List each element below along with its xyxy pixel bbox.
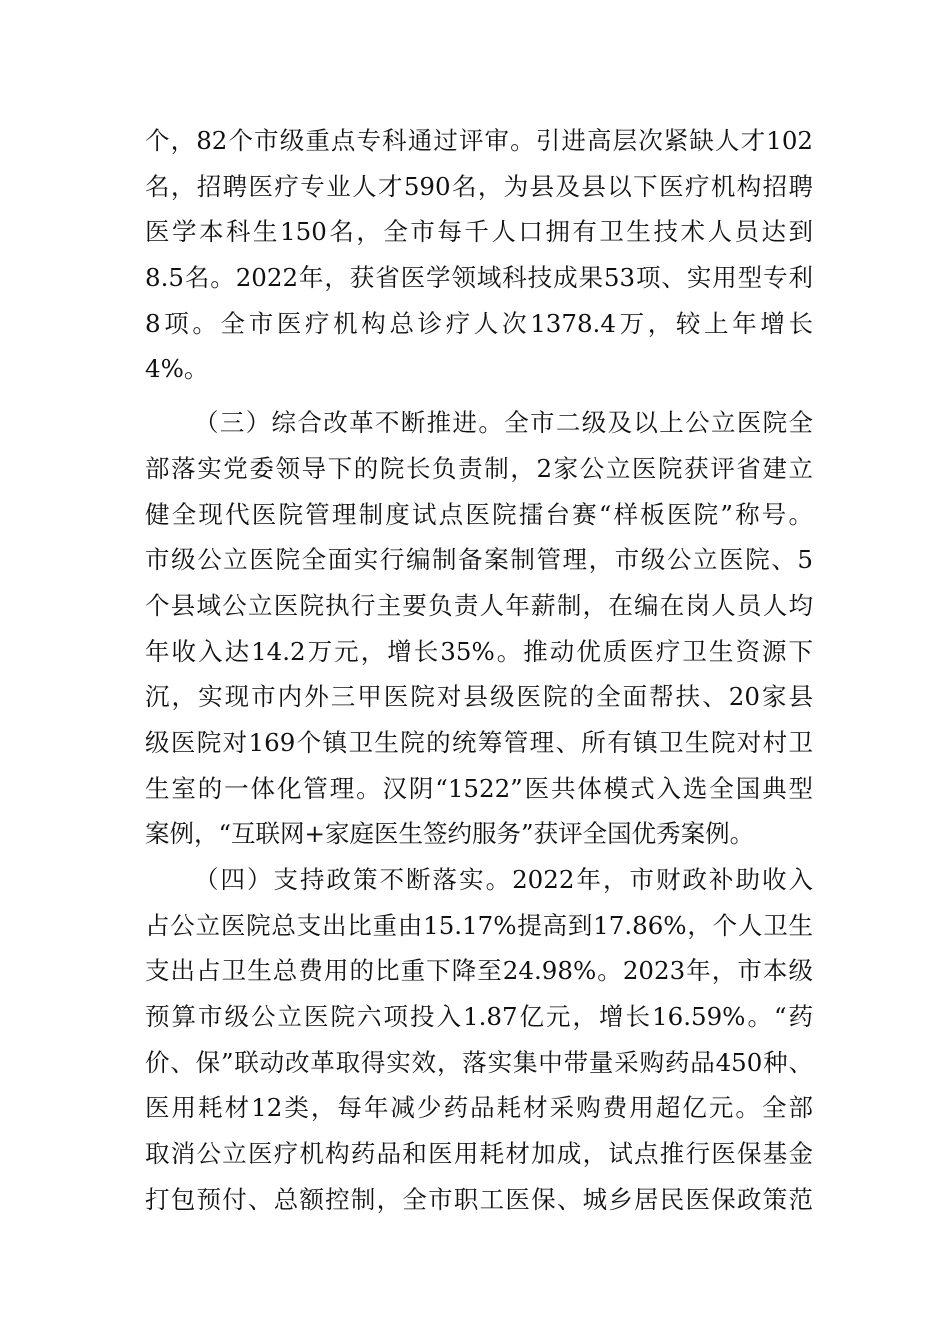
text-line: 沉，实现市内外三甲医院对县级医院的全面帮扶、20家县	[145, 682, 813, 712]
text-line	[145, 400, 813, 446]
text-line: 价、保”联动改革取得实效，落实集中带量采购药品450种、	[145, 1047, 813, 1077]
text-line: 取消公立医疗机构药品和医用耗材加成，试点推行医保基金	[145, 1139, 813, 1169]
section-heading: （四）支持政策不断落实。	[194, 865, 513, 894]
text-run: 2022年，市财政补助收入	[512, 865, 814, 894]
text-line: 市级公立医院全面实行编制备案制管理，市级公立医院、5	[145, 545, 813, 575]
paragraph-2	[145, 400, 813, 857]
text-line: 个县域公立医院执行主要负责人年薪制，在编在岗人员人均	[145, 590, 813, 620]
text-line: 医学本科生150名，全市每千人口拥有卫生技术人员达到	[145, 217, 813, 247]
text-line: 健全现代医院管理制度试点医院擂台赛“样板医院”称号。	[145, 499, 813, 529]
text-line: 4%。	[145, 354, 209, 384]
paragraph-1	[145, 118, 813, 392]
document-body	[145, 118, 813, 1223]
text-line: 8项。全市医疗机构总诊疗人次1378.4万，较上年增长	[145, 308, 813, 338]
text-line: 生室的一体化管理。汉阴“1522”医共体模式入选全国典型	[145, 773, 813, 803]
text-line: 案例，“互联网+家庭医生签约服务”获评全国优秀案例。	[145, 819, 755, 849]
text-line	[145, 857, 813, 903]
text-line: 医用耗材12类，每年减少药品耗材采购费用超亿元。全部	[145, 1093, 813, 1123]
text-run: 全市二级及以上公立医院全	[504, 408, 814, 438]
text-line: 支出占卫生总费用的比重下降至24.98%。2023年，市本级	[145, 956, 813, 986]
paragraph-3	[145, 857, 813, 1223]
text-line: 个，82个市级重点专科通过评审。引进高层次紧缺人才102	[145, 126, 813, 155]
text-line: 部落实党委领导下的院长负责制，2家公立医院获评省建立	[145, 453, 813, 483]
section-heading: （三）综合改革不断推进。	[194, 408, 505, 438]
text-line: 名，招聘医疗专业人才590名，为县及县以下医疗机构招聘	[145, 171, 813, 201]
text-line: 年收入达14.2万元，增长35%。推动优质医疗卫生资源下	[145, 636, 813, 666]
text-line: 8.5名。2022年，获省医学领域科技成果53项、实用型专利	[145, 263, 813, 293]
text-line: 预算市级公立医院六项投入1.87亿元，增长16.59%。“药	[145, 1002, 813, 1032]
text-line: 占公立医院总支出比重由15.17%提高到17.86%，个人卫生	[145, 910, 813, 940]
text-line: 打包预付、总额控制，全市职工医保、城乡居民医保政策范	[145, 1184, 813, 1214]
text-line: 级医院对169个镇卫生院的统筹管理、所有镇卫生院对村卫	[145, 727, 813, 757]
